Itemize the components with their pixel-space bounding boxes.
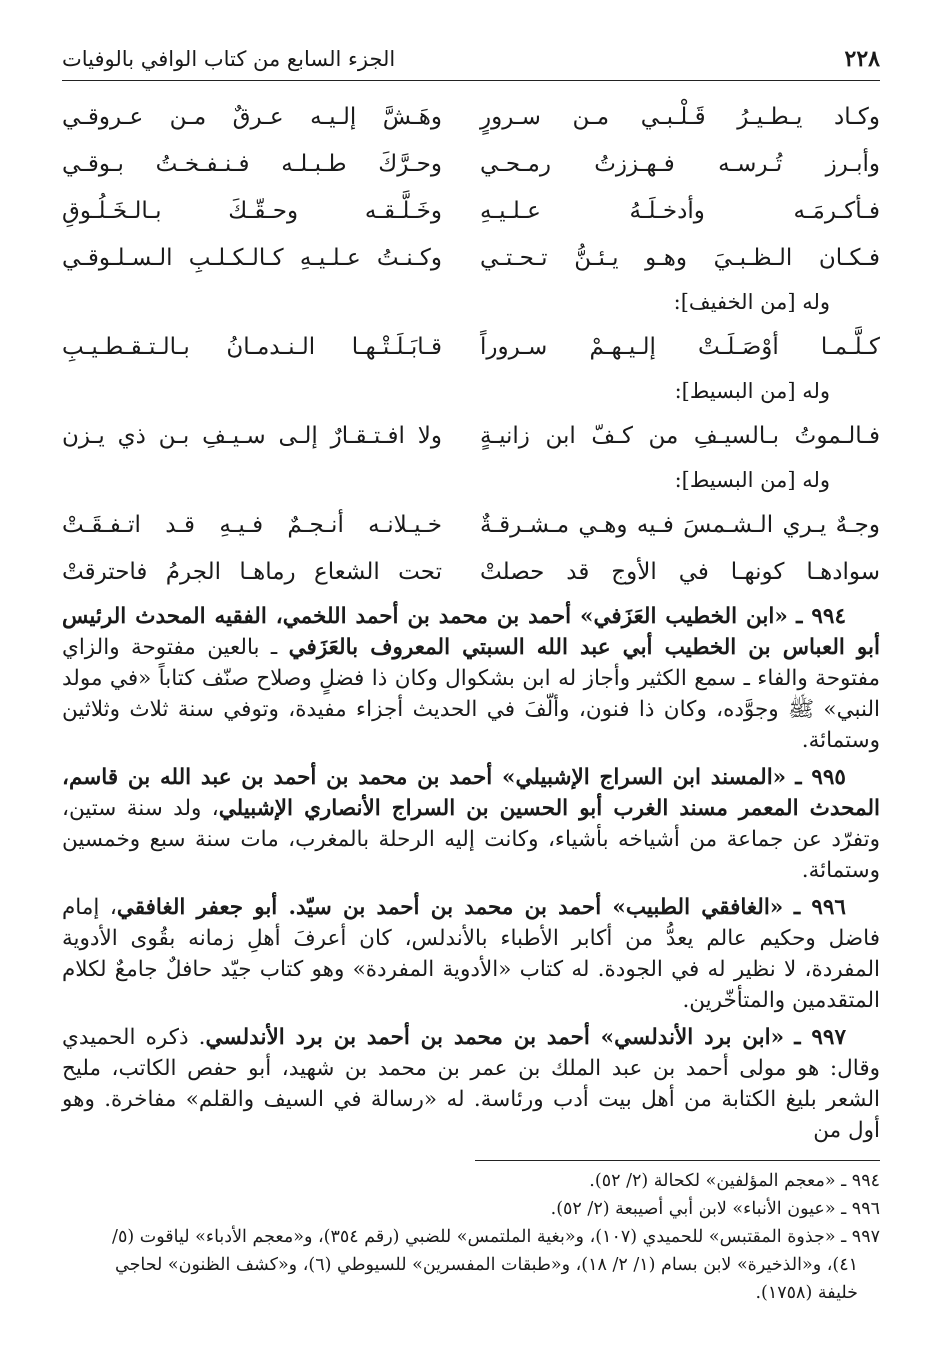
footnote <box>62 1223 880 1307</box>
entry-text: ، ولد سنة ستين، وتفرّد عن جماعة من أشياخه بأشياء، وكانت إليه الرحلة بالمغرب، مات سنة سبع وخمسين وستمائة. <box>62 796 880 883</box>
book-page <box>62 38 880 1338</box>
verse-line <box>62 187 880 234</box>
entry-text: ـ بالعين مفتوحة والزاي مفتوحة والفاء ـ سمع الكثير وأجاز له ابن بشكوال وكان ذا فضلٍ وصلاح صنّف كتاباً «في مولد النبي» ﷺ وجوَّده، وكان ذا فنون، وألّفَ في الحديث أجزاء مفيدة، وتوفي سنة ثلاث وثلاثين وستمائة. <box>62 635 880 753</box>
verse-hemistich-first: وأبـرز تُـرسـه فـهـززتُ رمـحـي <box>480 150 880 177</box>
verse-hemistich-second: قـابَـلَـتْـهـا الـنـدمـانُ بـالـتـقـطـيـبِ <box>62 333 442 360</box>
footnote-line: ٩٩٧ ـ «جذوة المقتبس» للحميدي (١٠٧)، و«بغية الملتمس» للضبي (رقم ٣٥٤)، و«معجم الأدباء» لياقوت (٥/ <box>112 1227 880 1247</box>
meter-label: وله [من الخفيف]: <box>673 290 830 314</box>
verse-hemistich-second: وخَـلَّـقـه وحـقّـكَ بـالـخَـلُـوقِ <box>62 197 442 224</box>
entry-text: ، إمام فاضل وحكيم عالم يعدُّ من أكابر الأطباء بالأندلس، كان أعرفَ أهلِ زمانه بقُوى الأدوية المفردة، لا نظير له في الجودة. له كتاب «الأدوية المفردة» وهو كتاب جيّد حافلٌ جامعٌ لكلام المتقدمين والمتأخّرين. <box>62 895 880 1013</box>
biography-entry-996 <box>62 892 880 1016</box>
verse-hemistich-first: فـالـموتُ بـالسيـفِ من كـفّ ابن زانيـةٍ <box>480 422 880 449</box>
verse-line <box>62 323 880 370</box>
page-header <box>62 38 880 81</box>
entry-heading: «ابن برد الأندلسي» أحمد بن محمد بن أحمد بن برد الأندلسي <box>205 1025 785 1050</box>
footnote-divider <box>475 1160 880 1161</box>
verse-line <box>62 548 880 595</box>
verse-hemistich-second: وهَـشَّ إلـيـه عـرقٌ مـن عـروقـي <box>62 103 442 130</box>
verse-hemistich-second: خـيـلانـه أنـجـمٌ فـيـهِ قـد اتـفـقَـتْ <box>62 511 442 538</box>
entry-number: ٩٩٧ ـ <box>794 1025 846 1050</box>
entry-heading: «المسند ابن السراج الإشبيلي» أحمد بن محمد بن أحمد بن عبد الله بن قاسم، المحدث المعمر مسند الغرب أبو الحسين بن السراج الأنصاري الإشبيلي <box>62 765 880 821</box>
entry-heading: «الغافقي الطبيب» أحمد بن محمد بن أحمد بن سيّد. أبو جعفر الغافقي <box>116 895 784 920</box>
entry-heading: «ابن الخطيب العَزَفي» أحمد بن محمد بن أحمد اللخمي، الفقيه المحدث الرئيس أبو العباس بن الخطيب أبي عبد الله السبتي المعروف بالعَزَفي <box>62 604 880 660</box>
entry-number: ٩٩٦ ـ <box>793 895 846 920</box>
footnotes <box>62 1167 880 1307</box>
entry-text: . ذكره الحميدي وقال: هو مولى أحمد بن عبد الملك بن عمر بن محمد بن شهيد، أبو حفص الكاتب، مليح الشعر بليغ الكتابة من أهل بيت أدب ورئاسة. له «رسالة في السيف والقلم» مفاخرة. وهو أول من <box>62 1025 880 1143</box>
poem-block <box>62 93 880 595</box>
meter-label: وله [من البسيط]: <box>674 468 830 492</box>
biography-entry-994 <box>62 601 880 756</box>
verse-line <box>62 140 880 187</box>
verse-hemistich-first: كـلَّـمـا أوْصَـلَـتْ إلـيـهـمْ سـروراً <box>480 333 880 360</box>
footnote: ٩٩٤ ـ «معجم المؤلفين» لكحالة (٢/ ٥٢). <box>589 1171 880 1191</box>
verse-hemistich-second: ولا افـتـقـارٌ إلـى سـيـفِ بـن ذي يـزن <box>62 422 442 449</box>
footnote-line: خليفة (١٧٥٨). <box>755 1283 858 1303</box>
verse-hemistich-second: وكـنـتُ عـلـيـهِ كـالـكـلـبِ الـسـلـوقـي <box>62 244 442 271</box>
running-title: الجزء السابع من كتاب الوافي بالوفيات <box>62 47 396 71</box>
verse-line <box>62 234 880 281</box>
verse-hemistich-first: وجـهٌ يـري الـشـمسَ فـيه وهـي مـشـرقـةٌ <box>480 511 880 538</box>
verse-hemistich-second: وحـرَّكَ طـبـلـه فـنـفـخـتُ بـوقـي <box>62 150 442 177</box>
page-number: ٢٢٨ <box>844 46 880 72</box>
meter-label: وله [من البسيط]: <box>674 379 830 403</box>
verse-line <box>62 412 880 459</box>
entry-number: ٩٩٤ ـ <box>796 604 846 629</box>
verse-hemistich-first: فـأكـرمَـه وأدخـلَـهُ عـلـيـهِ <box>480 197 880 224</box>
biography-entry-997 <box>62 1022 880 1146</box>
biography-entry-995 <box>62 762 880 886</box>
verse-hemistich-first: وكـاد يـطـيـرُ قَـلْـبـي مـن سـرورٍ <box>480 103 880 130</box>
verse-line <box>62 93 880 140</box>
verse-hemistich-second: تحت الشعاع رماهـا الجرمُ فاحترقتْ <box>62 558 442 585</box>
verse-hemistich-first: فـكـان الـظـبـيَ وهـو يـئـنُّ تـحـتـي <box>480 244 880 271</box>
footnote-line: ٤١)، و«الذخيرة» لابن بسام (١/ ٢/ ١٨)، و«طبقات المفسرين» للسيوطي (٦)، و«كشف الظنون» لحاجي <box>115 1255 858 1275</box>
footnote: ٩٩٦ ـ «عيون الأنباء» لابن أبي أصيبعة (٢/ ٥٢). <box>550 1199 880 1219</box>
entry-number: ٩٩٥ ـ <box>795 765 846 790</box>
verse-line <box>62 501 880 548</box>
verse-hemistich-first: سوادهـا كونهـا في الأوج قد حصلتْ <box>480 558 880 585</box>
